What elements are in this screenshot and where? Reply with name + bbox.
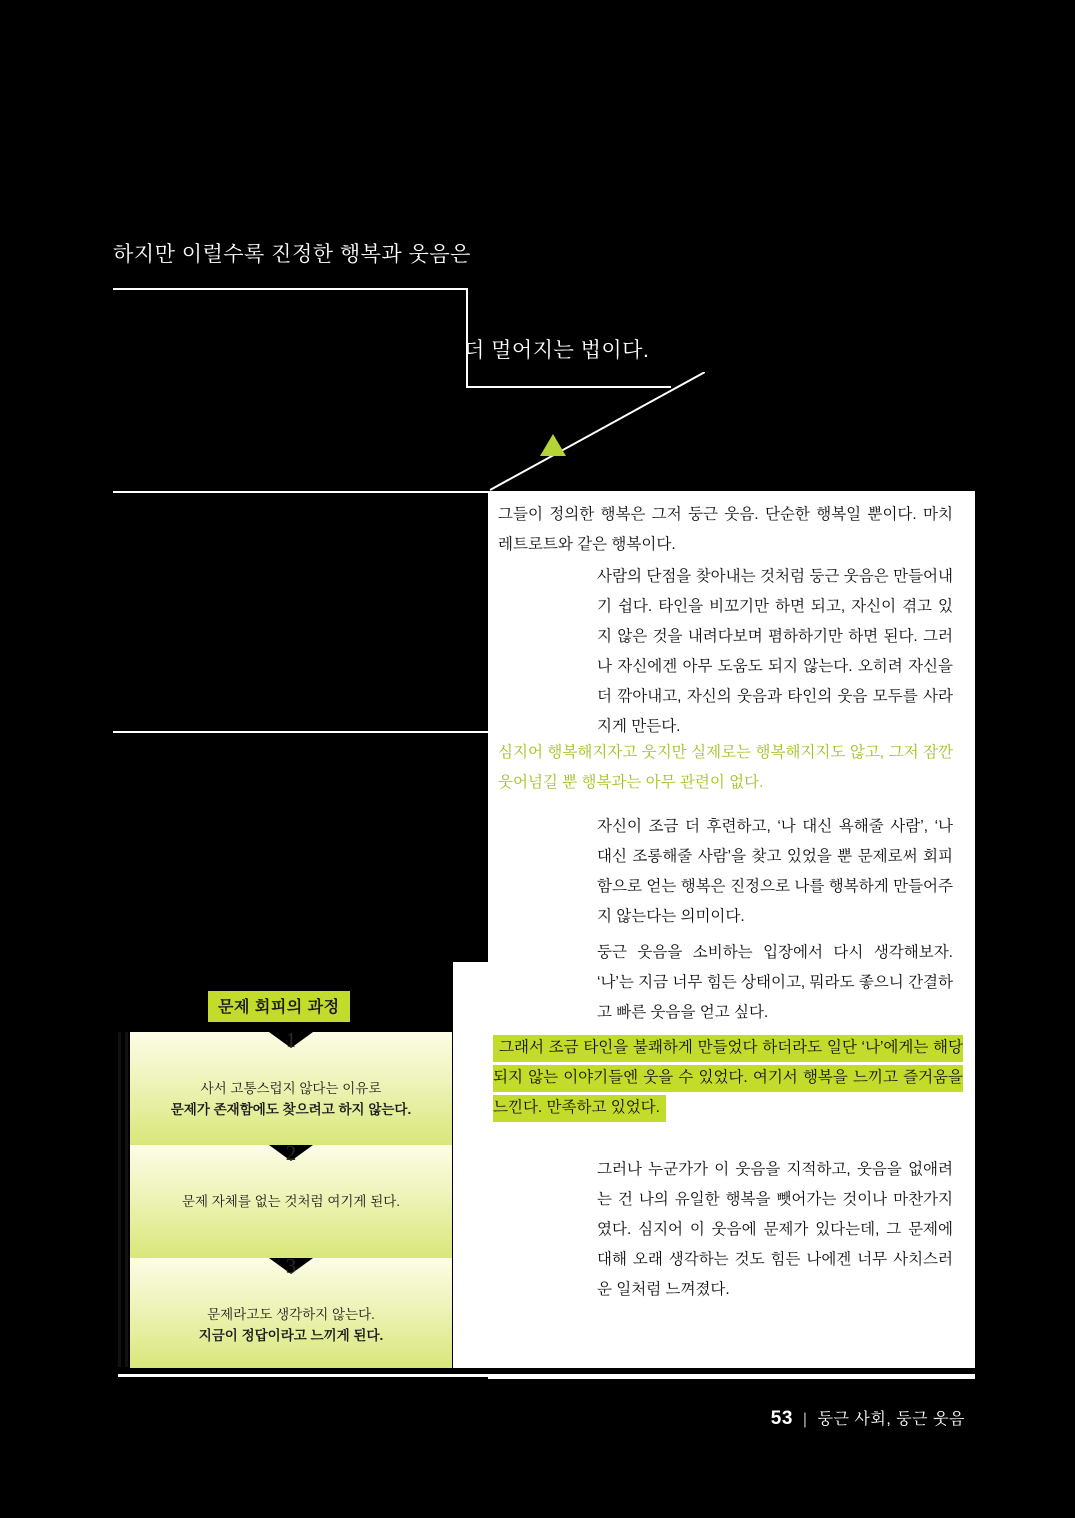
page-footer (771, 1406, 965, 1430)
diagonal-connector-line (455, 372, 705, 497)
footer-separator: | (802, 1411, 808, 1428)
body-bottom-rule (488, 1374, 975, 1379)
triangle-marker-icon (540, 434, 566, 456)
paragraph-1: 그들이 정의한 행복은 그저 둥근 웃음. 단순한 행복일 뿐이다. 마치 레트로트와 같은 행복이다. (498, 506, 953, 553)
diagram-step-2 (130, 1141, 452, 1258)
body-divider-rule (113, 731, 488, 733)
diagram-step-2-text (130, 1191, 452, 1212)
heading-line-1: 하지만 이럴수록 진정한 행복과 웃음은 (113, 243, 471, 266)
diagram-title: 문제 회피의 과정 (208, 991, 350, 1022)
diagram-step-1-text (130, 1078, 452, 1120)
paragraph-4: 자신이 조금 더 후련하고, ‘나 대신 욕해줄 사람’, ‘나 대신 조롱해줄 사람’을 찾고 있었을 뿐 문제로써 회피함으로 얻는 행복은 진정으로 나를 행복하게 만들어주지 않는다는 의미이다. (597, 818, 953, 925)
diagram-left-bar-outer (118, 1032, 121, 1367)
diagram-step-1-number: 1 (285, 1028, 297, 1052)
paragraph-6-highlight-block (493, 1033, 963, 1123)
diagram-step-2-line1 (130, 1191, 452, 1212)
page-number: 53 (770, 1408, 793, 1429)
paragraph-6-text: 그래서 조금 타인을 불쾌하게 만들었다 하더라도 일단 ‘나’에게는 해당되지 않는 이야기들엔 웃을 수 있었다. 여기서 행복을 느끼고 즐거움을 느낀다. 만족하고 있었다. (493, 1035, 963, 1122)
running-title: 둥근 사회, 둥근 웃음 (817, 1411, 965, 1428)
diagram-step-3-line1: 문제라고도 생각하지 않는다. (207, 1307, 375, 1322)
paragraph-7: 그러나 누군가가 이 웃음을 지적하고, 웃음을 없애려는 건 나의 유일한 행복을 뺏어가는 것이나 마찬가지였다. 심지어 이 웃음에 문제가 있다는데, 그 문제에 대해 오래 생각하는 것도 힘든 나에겐 너무 사치스러운 일처럼 느껴졌다. (597, 1161, 953, 1298)
diagram-step-1-line2: 문제가 존재함에도 찾으려고 하지 않는다. (170, 1102, 412, 1117)
diagram-step-3-number: 3 (285, 1254, 297, 1278)
diagram-step-1 (130, 1028, 452, 1145)
diagram-step-2-number: 2 (285, 1141, 297, 1165)
heading-rule-bottom (113, 491, 488, 493)
heading-rule-mid (466, 386, 671, 388)
diagram-step-3 (130, 1254, 452, 1368)
heading-rule-top (113, 288, 468, 290)
diagram-step-2-line1-text: 문제 자체를 없는 것처럼 여기게 된다. (181, 1194, 401, 1209)
diagram-step-1-line1: 사서 고통스럽지 않다는 이유로 (200, 1081, 382, 1096)
diagram-left-bar-inner (125, 1032, 128, 1367)
heading-line-2: 더 멀어지는 법이다. (464, 339, 650, 362)
paragraph-3-highlight: 심지어 행복해지자고 웃지만 실제로는 행복해지지도 않고, 그저 잠깐 웃어넘길 뿐 행복과는 아무 관련이 없다. (498, 744, 953, 791)
diagram-step-3-text (130, 1304, 452, 1346)
paragraph-5: 둥근 웃음을 소비하는 입장에서 다시 생각해보자. ‘나’는 지금 너무 힘든 상태이고, 뭐라도 좋으니 간결하고 빠른 웃음을 얻고 싶다. (597, 944, 953, 1021)
diagram-step-3-line2: 지금이 정답이라고 느끼게 된다. (198, 1328, 384, 1343)
paragraph-2: 사람의 단점을 찾아내는 것처럼 둥근 웃음은 만들어내기 쉽다. 타인을 비꼬기만 하면 되고, 자신이 겪고 있지 않은 것을 내려다보며 폄하하기만 하면 된다. 그러나 자신에겐 아무 도움도 되지 않는다. 오히려 자신을 더 깎아내고, 자신의 웃음과 타인의 웃음 모두를 사라지게 만든다. (597, 568, 953, 735)
diagram-bottom-rule (118, 1374, 488, 1377)
